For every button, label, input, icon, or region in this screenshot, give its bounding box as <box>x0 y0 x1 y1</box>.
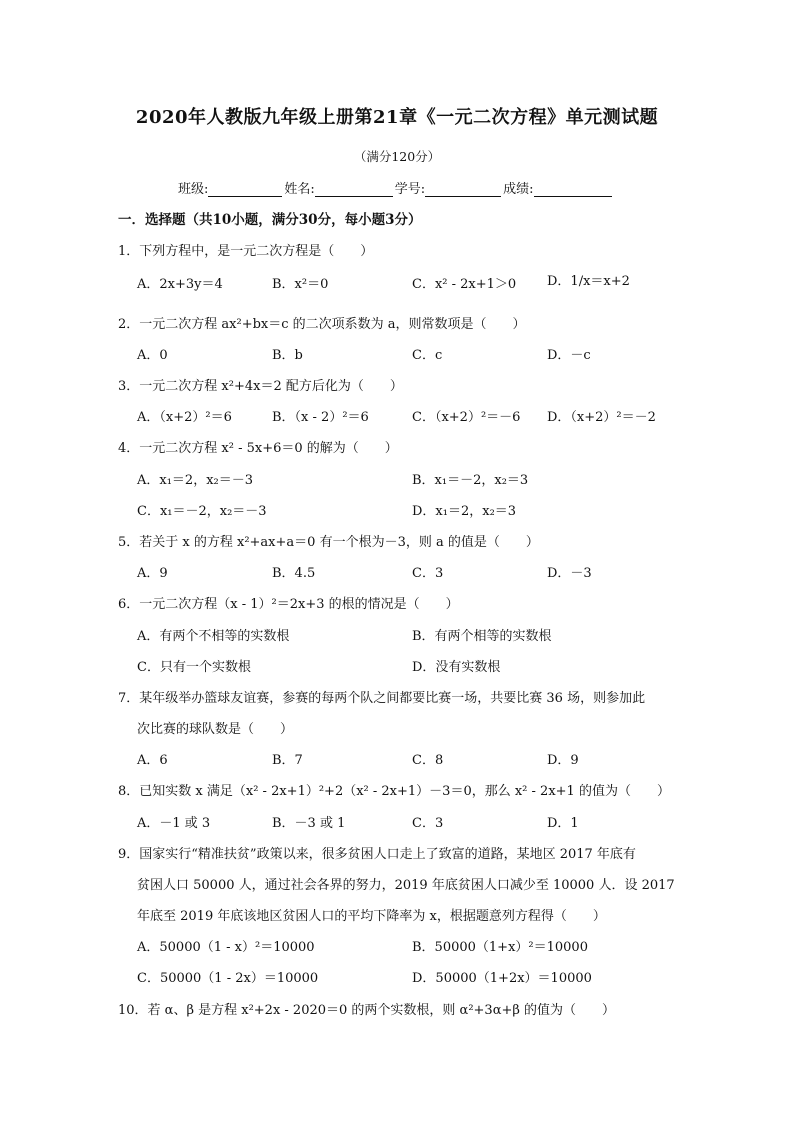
question-7-stem-line-2: 次比赛的球队数是（ ） <box>137 722 294 737</box>
q6-option-b: B．有两个相等的实数根 <box>412 629 552 644</box>
q5-option-a: A．9 <box>137 566 168 581</box>
q3-option-d: D．（x+2）²＝－2 <box>547 410 656 425</box>
question-2-stem: 2．一元二次方程 ax²+bx＝c 的二次项系数为 a，则常数项是（ ） <box>118 317 526 332</box>
q9-option-c: C．50000（1 - 2x）＝10000 <box>137 971 319 986</box>
q1-option-c: C．x² - 2x+1＞0 <box>412 277 517 292</box>
student-info-line <box>178 178 614 197</box>
q4-option-c: C．x₁＝－2，x₂＝－3 <box>137 504 267 519</box>
question-9-stem-line-2: 贫困人口 50000 人，通过社会各界的努力，2019 年底贫困人口减少至 10000 人．设 2017 <box>137 878 675 893</box>
question-5-stem: 5．若关于 x 的方程 x²+ax+a＝0 有一个根为－3，则 a 的值是（ ） <box>118 535 539 550</box>
student-id-label: 学号: <box>394 182 426 197</box>
q1-option-a: A．2x+3y＝4 <box>137 277 223 292</box>
q5-option-d: D．－3 <box>547 566 592 581</box>
page-title: 2020年人教版九年级上册第21章《一元二次方程》单元测试题 <box>135 107 659 128</box>
question-10-stem: 10．若 α、β 是方程 x²+2x - 2020＝0 的两个实数根，则 α²+3α+β 的值为（ ） <box>118 1003 616 1018</box>
question-9-stem-line-3: 年底至 2019 年底该地区贫困人口的平均下降率为 x，根据题意列方程得（ ） <box>137 909 606 924</box>
q9-option-b: B．50000（1+x）²＝10000 <box>412 940 588 955</box>
q1-option-d: D．1/x＝x+2 <box>547 274 630 289</box>
q3-option-a: A．（x+2）²＝6 <box>137 410 232 425</box>
question-3-stem: 3．一元二次方程 x²+4x＝2 配方后化为（ ） <box>118 379 403 394</box>
q8-option-b: B．－3 或 1 <box>272 816 346 831</box>
q4-option-a: A．x₁＝2，x₂＝－3 <box>137 473 254 488</box>
question-4-stem: 4．一元二次方程 x² - 5x+6＝0 的解为（ ） <box>118 441 398 456</box>
q6-option-c: C．只有一个实数根 <box>137 660 251 675</box>
question-1-stem: 1．下列方程中，是一元二次方程是（ ） <box>118 244 374 259</box>
q2-option-c: C．c <box>412 348 443 363</box>
q8-option-a: A．－1 或 3 <box>137 816 211 831</box>
name-label: 姓名: <box>284 182 315 197</box>
score-label: 成绩: <box>503 182 534 197</box>
q5-option-b: B．4.5 <box>272 566 316 581</box>
student-id-blank[interactable] <box>425 182 501 197</box>
q7-option-b: B．7 <box>272 753 303 768</box>
q9-option-a: A．50000（1 - x）²＝10000 <box>137 940 315 955</box>
q6-option-d: D．没有实数根 <box>412 660 501 675</box>
full-score: （满分120分） <box>353 149 441 164</box>
section-heading: 一．选择题（共10小题，满分30分，每小题3分） <box>118 212 422 228</box>
q3-option-b: B．（x - 2）²＝6 <box>272 410 369 425</box>
q7-option-d: D．9 <box>547 753 579 768</box>
question-7-stem-line-1: 7．某年级举办篮球友谊赛，参赛的每两个队之间都要比赛一场，共要比赛 36 场，则参加此 <box>118 691 646 706</box>
q4-option-d: D．x₁＝2，x₂＝3 <box>412 504 517 519</box>
q6-option-a: A．有两个不相等的实数根 <box>137 629 290 644</box>
q5-option-c: C．3 <box>412 566 444 581</box>
q7-option-a: A．6 <box>137 753 168 768</box>
q2-option-b: B．b <box>272 348 303 363</box>
question-9-stem-line-1: 9．国家实行“精准扶贫”政策以来，很多贫困人口走上了致富的道路，某地区 2017 年底有 <box>118 847 636 862</box>
class-blank[interactable] <box>208 182 282 197</box>
question-6-stem: 6．一元二次方程（x - 1）²＝2x+3 的根的情况是（ ） <box>118 597 459 612</box>
q2-option-a: A．0 <box>137 348 168 363</box>
q3-option-c: C．（x+2）²＝－6 <box>412 410 521 425</box>
score-blank[interactable] <box>534 182 612 197</box>
name-blank[interactable] <box>315 182 393 197</box>
q2-option-d: D．－c <box>547 348 591 363</box>
q8-option-c: C．3 <box>412 816 444 831</box>
q7-option-c: C．8 <box>412 753 444 768</box>
q4-option-b: B．x₁＝－2，x₂＝3 <box>412 473 529 488</box>
q9-option-d: D．50000（1+2x）＝10000 <box>412 971 592 986</box>
question-8-stem: 8．已知实数 x 满足（x² - 2x+1）²+2（x² - 2x+1）－3＝0，那么 x² - 2x+1 的值为（ ） <box>118 784 670 799</box>
class-label: 班级: <box>178 182 209 197</box>
q8-option-d: D．1 <box>547 816 579 831</box>
q1-option-b: B．x²＝0 <box>272 277 329 292</box>
